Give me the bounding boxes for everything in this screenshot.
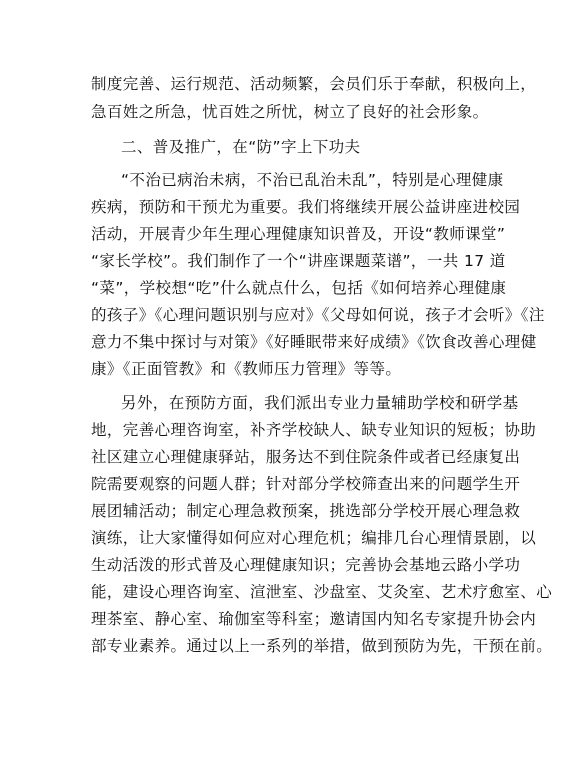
paragraph-line: “菜”，学校想“吃”什么就点什么，包括《如何培养心理健康 <box>91 279 507 297</box>
paragraph-line: 生动活泼的形式普及心理健康知识；完善协会基地云路小学功 <box>91 556 521 574</box>
paragraph-line: 疾病，预防和干预尤为重要。我们将继续开展公益讲座进校园 <box>91 198 521 216</box>
paragraph-line: 能，建设心理咨询室、渲泄室、沙盘室、艾灸室、艺术疗愈室、心 <box>91 583 553 601</box>
paragraph-line: 的孩子》《心理问题识别与应对》《父母如何说，孩子才会听》《注 <box>91 306 545 324</box>
paragraph-line: 制度完善、运行规范、活动频繁，会员们乐于奉献，积极向上， <box>91 75 537 93</box>
paragraph-line: 地，完善心理咨询室，补齐学校缺人、缺专业知识的短板；协助 <box>91 421 537 439</box>
paragraph-line: 展团辅活动；制定心理急救预案，挑选部分学校开展心理急救 <box>91 502 521 520</box>
paragraph-line: 社区建立心理健康驿站，服务达不到住院条件或者已经康复出 <box>91 448 521 466</box>
paragraph-line: 康》《正面管教》和《教师压力管理》等等。 <box>91 360 402 378</box>
paragraph-line: 活动，开展青少年生理心理健康知识普及，开设“教师课堂” <box>91 225 506 243</box>
paragraph-line: “家长学校”。我们制作了一个“讲座课题菜谱”，一共 17 道 <box>91 252 506 270</box>
paragraph-line: 部专业素养。通过以上一系列的举措，做到预防为先，干预在前。 <box>91 637 553 655</box>
paragraph-line: 演练，让大家懂得如何应对心理危机；编排几台心理情景剧，以 <box>91 529 537 547</box>
paragraph-line: 另外，在预防方面，我们派出专业力量辅助学校和研学基 <box>121 394 519 412</box>
paragraph-line: “不治已病治未病，不治已乱治未乱”，特别是心理健康 <box>121 171 504 189</box>
paragraph-line: 理茶室、静心室、瑜伽室等科室；邀请国内知名专家提升协会内 <box>91 610 537 628</box>
paragraph-line: 院需要观察的问题人群；针对部分学校筛查出来的问题学生开 <box>91 475 521 493</box>
section-heading: 二、普及推广，在“防”字上下功夫 <box>121 138 361 156</box>
paragraph-line: 急百姓之所急，忧百姓之所忧，树立了良好的社会形象。 <box>91 103 489 121</box>
paragraph-line: 意力不集中探讨与对策》《好睡眠带来好成绩》《饮食改善心理健 <box>91 333 537 351</box>
